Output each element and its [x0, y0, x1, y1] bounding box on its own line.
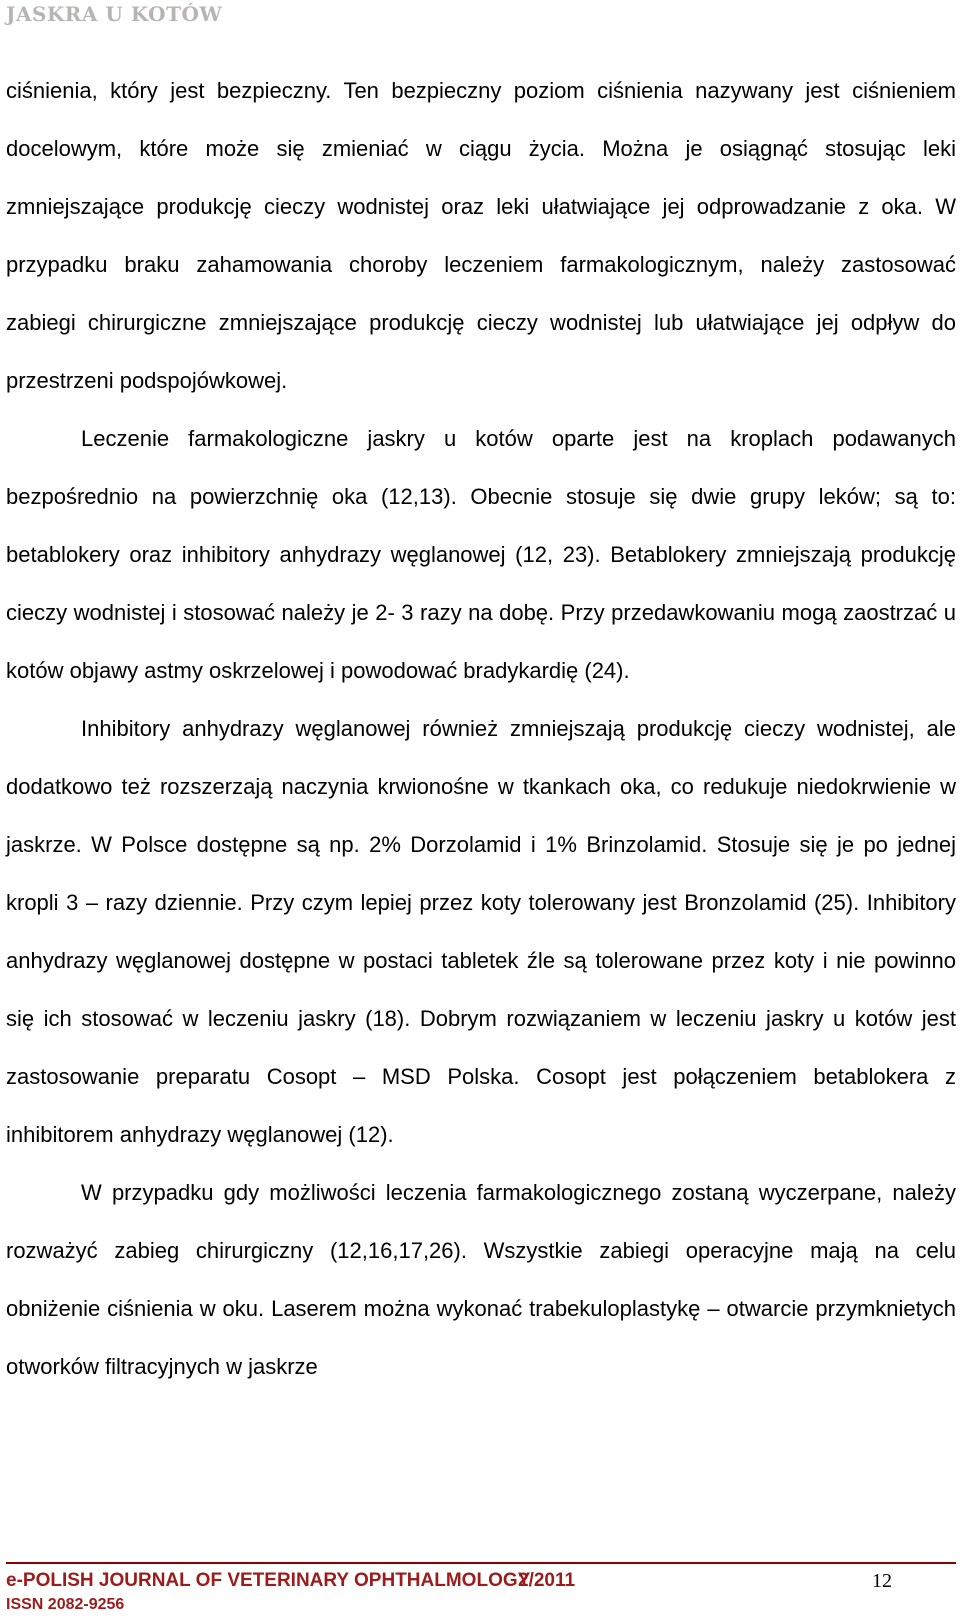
footer-page-number: 12 [872, 1570, 892, 1592]
footer-issue-number: 2/2011 [518, 1570, 576, 1591]
paragraph-carbonic-anhydrase-inhibitors: Inhibitory anhydrazy węglanowej również zmniejszają produkcję cieczy wodnistej, ale dodatkowo też rozszerzają naczynia krwionośne w tkankach oka, co redukuje niedokrwienie w jaskrze. W Polsce dostępne są np. 2% Dorzolamid i 1% Brinzolamid. Stosuje się je po jednej kropli 3 – razy dziennie. Przy czym lepiej przez koty tolerowany jest Bronzolamid (25). Inhibitory anhydrazy węglanowej dostępne w postaci tabletek źle są tolerowane przez koty i nie powinno się ich stosować w leczeniu jaskry (18). Dobrym rozwiązaniem w leczeniu jaskry u kotów jest zastosowanie preparatu Cosopt – MSD Polska. Cosopt jest połączeniem betablokera z inhibitorem anhydrazy węglanowej (12). [6, 716, 956, 1147]
paragraph-surgical-treatment: W przypadku gdy możliwości leczenia farmakologicznego zostaną wyczerpane, należy rozważyć zabieg chirurgiczny (12,16,17,26). Wszystkie zabiegi operacyjne mają na celu obniżenie ciśnienia w oku. Laserem można wykonać trabekuloplastykę – otwarcie przymknietych otworków filtracyjnych w jaskrze [6, 1180, 956, 1379]
footer-divider [6, 1562, 956, 1564]
footer-journal-title: e-POLISH JOURNAL OF VETERINARY OPHTHALMOLOGY [6, 1570, 531, 1591]
paragraph-pharmacological-treatment: Leczenie farmakologiczne jaskry u kotów oparte jest na kroplach podawanych bezpośrednio na powierzchnię oka (12,13). Obecnie stosuje się dwie grupy leków; są to: betablokery oraz inhibitory anhydrazy węglanowej (12, 23). Betablokery zmniejszają produkcję cieczy wodnistej i stosować należy je 2- 3 razy na dobę. Przy przedawkowaniu mogą zaostrzać u kotów objawy astmy oskrzelowej i powodować bradykardię (24). [6, 426, 956, 683]
paragraph-continuation: ciśnienia, który jest bezpieczny. Ten bezpieczny poziom ciśnienia nazywany jest ciśnieniem docelowym, które może się zmieniać w ciągu życia. Można je osiągnąć stosując leki zmniejszające produkcję cieczy wodnistej oraz leki ułatwiające jej odprowadzanie z oka. W przypadku braku zahamowania choroby leczeniem farmakologicznym, należy zastosować zabiegi chirurgiczne zmniejszające produkcję cieczy wodnistej lub ułatwiające jej odpływ do przestrzeni podspojówkowej. [6, 78, 956, 393]
running-header-title: JASKRA U KOTÓW [6, 2, 223, 26]
footer-issn: ISSN 2082-9256 [6, 1596, 125, 1613]
article-body [6, 62, 956, 1396]
